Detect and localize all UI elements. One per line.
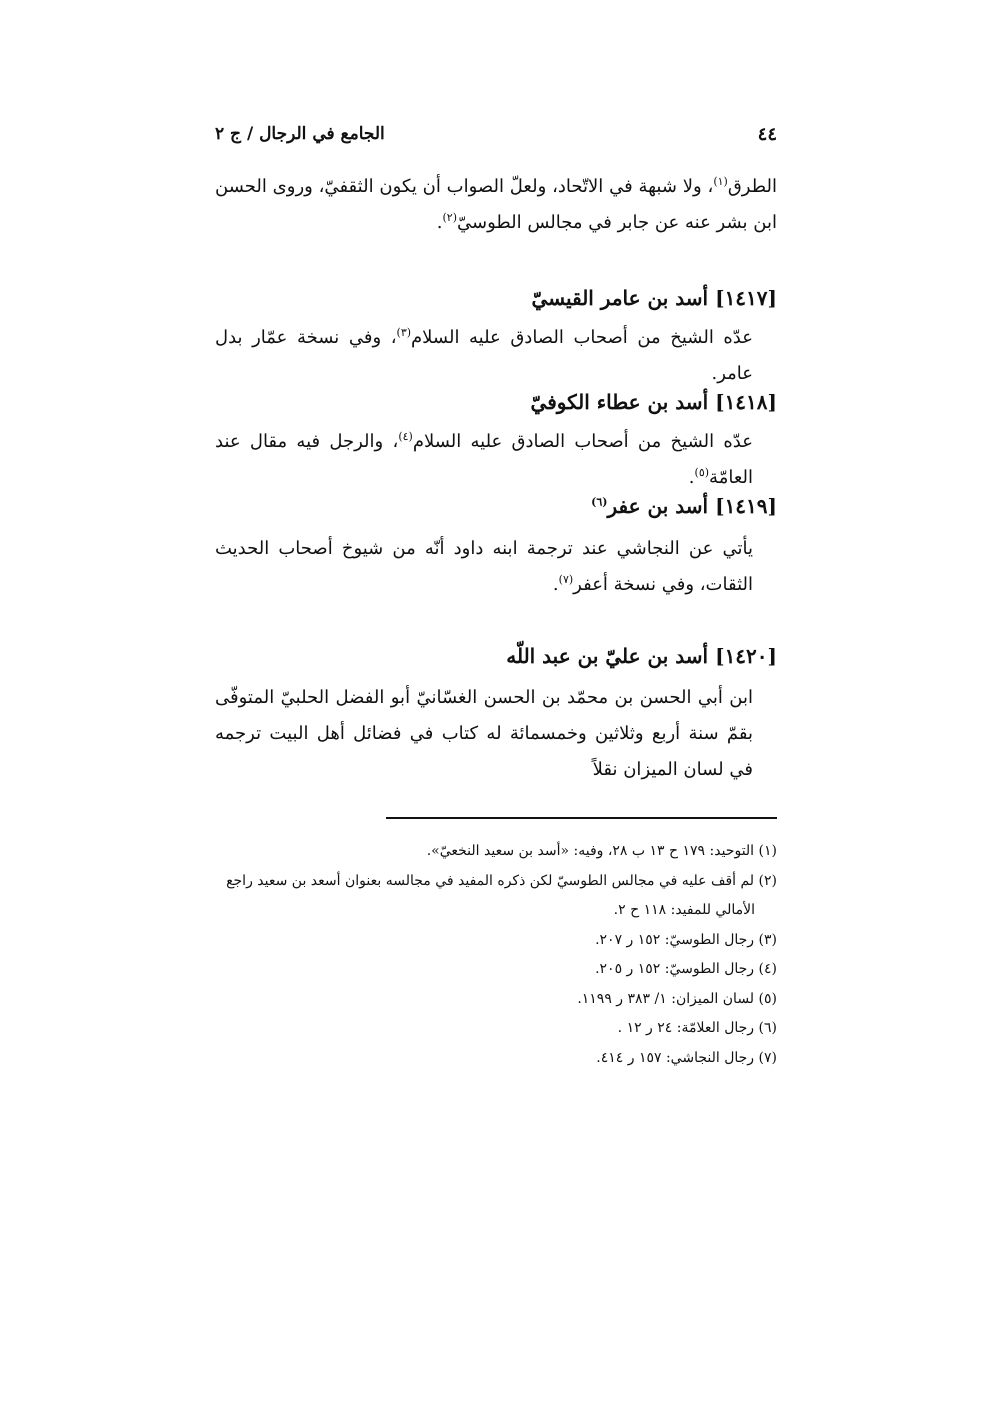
intro-text-1: الطرق — [727, 176, 777, 197]
footnote-marker: (٢) — [758, 872, 777, 889]
running-title: الجامع في الرجال / ج ٢ — [215, 124, 385, 144]
entry-name: أسد بن عامر القيسيّ — [531, 286, 709, 310]
entry-body-text: عدّه الشيخ من أصحاب الصادق عليه السلام — [411, 327, 753, 348]
entry-body-1418 — [215, 424, 777, 496]
footnote-item — [215, 955, 777, 985]
footnote-marker: (٣) — [758, 931, 777, 948]
footnote-marker: (٤) — [758, 961, 777, 977]
footnote-marker: (٥) — [758, 990, 777, 1007]
footnote-ref-1: (١) — [713, 175, 728, 188]
footnote-ref-2: (٢) — [442, 211, 457, 224]
footnote-text: لسان الميزان: ١/ ٣٨٣ ر ١١٩٩. — [577, 990, 755, 1007]
entry-heading-1417 — [215, 282, 777, 314]
intro-paragraph — [215, 169, 777, 241]
footnote-ref-7: (٧) — [558, 573, 574, 586]
entry-name: أسد بن عليّ بن عبد اللّه — [506, 644, 709, 668]
footnote-marker: (١) — [758, 843, 777, 859]
entry-heading-1418 — [215, 386, 777, 418]
entry-heading-1419 — [215, 490, 777, 522]
footnote-item — [215, 985, 777, 1015]
footnote-ref-4: (٤) — [398, 430, 413, 443]
footnote-marker: (٦) — [758, 1020, 777, 1036]
footnote-text: رجال النجاشي: ١٥٧ ر ٤١٤. — [596, 1049, 755, 1066]
entry-name: أسد بن عطاء الكوفيّ — [530, 390, 709, 414]
footnote-text: التوحيد: ١٧٩ ح ١٣ ب ٢٨، وفيه: «أسد بن سعيد النخعيّ». — [426, 843, 755, 859]
entry-body-text: ابن أبي الحسن بن محمّد بن الحسن الغسّانيّ أبو الفضل الحلبيّ المتوفّى بقمّ سنة أربع وثلاثين وخمسمائة له كتاب في فضائل أهل البيت ترجمه في لسان الميزان نقلاً — [215, 687, 753, 780]
entry-number: [١٤٢٠] — [715, 644, 777, 668]
footnote-text: لم أقف عليه في مجالس الطوسيّ لكن ذكره المفيد في مجالسه بعنوان أسعد بن سعيد راجع — [226, 872, 755, 889]
entry-body-text: . — [552, 574, 559, 595]
entry-number: [١٤١٩] — [715, 494, 777, 518]
footnote-item — [215, 1044, 777, 1074]
footnote-item — [215, 867, 777, 926]
footnote-ref-6: (٦) — [591, 495, 608, 509]
entry-body-text: يأتي عن النجاشي عند ترجمة ابنه داود أنّه من شيوخ أصحاب الحديث الثقات، وفي نسخة أعفر — [215, 538, 753, 595]
footnote-divider — [386, 817, 777, 819]
intro-text-2: ، ولا شبهة في الاتّحاد، ولعلّ الصواب أن يكون الثقفيّ، وروى الحسن ابن بشر عنه عن جابر في مجالس الطوسيّ — [215, 176, 777, 233]
intro-text-3: . — [436, 212, 443, 233]
footnote-ref-5: (٥) — [694, 466, 710, 479]
entry-body-1420 — [215, 680, 777, 788]
footnote-marker: (٧) — [758, 1049, 777, 1066]
footnote-ref-3: (٣) — [396, 326, 412, 339]
footnote-item — [215, 926, 777, 956]
entry-body-text: ، وفي نسخة عمّار بدل عامر. — [215, 327, 753, 384]
page-number: ٤٤ — [757, 124, 777, 145]
page-header — [215, 124, 777, 154]
footnote-text: رجال الطوسيّ: ١٥٢ ر ٢٠٥. — [595, 961, 755, 977]
footnote-continuation: الأمالي للمفيد: ١١٨ ح ٢. — [613, 902, 755, 918]
footnotes-list — [215, 837, 777, 1073]
entry-body-text: . — [688, 467, 695, 488]
footnote-item — [215, 1014, 777, 1044]
entry-body-1419 — [215, 531, 777, 603]
footnote-item — [215, 837, 777, 867]
entry-number: [١٤١٨] — [715, 390, 777, 414]
entry-heading-1420 — [215, 640, 777, 672]
footnote-text: رجال العلامّة: ٢٤ ر ١٢ . — [617, 1020, 755, 1036]
footnote-text: رجال الطوسيّ: ١٥٢ ر ٢٠٧. — [595, 931, 755, 948]
entry-body-1417 — [215, 320, 777, 392]
entry-name: أسد بن عفر — [607, 494, 709, 518]
entry-body-text: ، والرجل فيه مقال عند العامّة — [215, 431, 753, 488]
entry-number: [١٤١٧] — [715, 286, 777, 310]
entry-body-text: عدّه الشيخ من أصحاب الصادق عليه السلام — [412, 431, 753, 452]
